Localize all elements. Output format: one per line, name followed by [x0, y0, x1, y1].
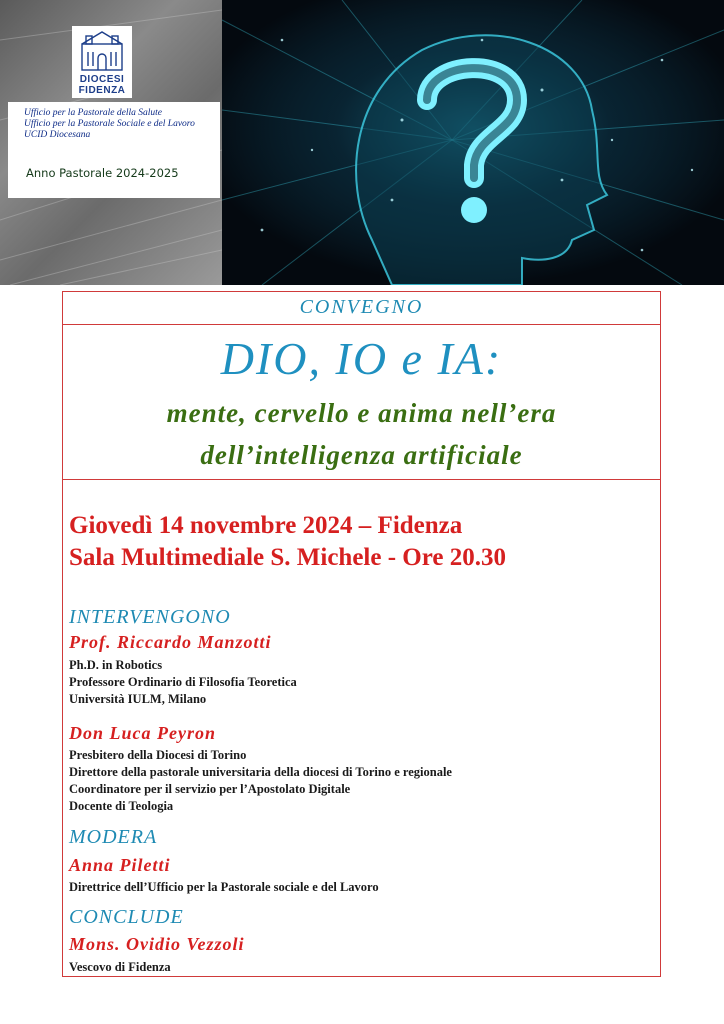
office-line-1: Ufficio per la Pastorale della Salute — [24, 108, 162, 118]
moderator-name: Anna Piletti — [69, 855, 171, 875]
diocese-logo — [72, 26, 132, 98]
speaker-2-role-1: Presbitero della Diocesi di Torino — [69, 748, 247, 762]
program-frame — [62, 291, 661, 977]
divider-1 — [63, 324, 660, 325]
event-subtitle-line-1: mente, cervello e anima nell’era — [166, 398, 557, 428]
speaker-2-role-3: Coordinatore per il servizio per l’Apostolato Digitale — [69, 782, 351, 796]
divider-2 — [63, 479, 660, 480]
speaker-2-role-4: Docente di Teologia — [69, 799, 174, 813]
speaker-1-role-3: Università IULM, Milano — [69, 692, 207, 706]
header-left-panel — [0, 0, 222, 285]
event-date: Giovedì 14 novembre 2024 – Fidenza — [69, 512, 463, 539]
section-modera: MODERA — [69, 826, 158, 848]
header-banner — [0, 0, 724, 285]
question-mark-head-icon — [222, 0, 724, 285]
moderator-role-1: Direttrice dell’Ufficio per la Pastorale sociale e del Lavoro — [69, 880, 379, 894]
cathedral-icon — [72, 26, 132, 74]
logo-line-2: FIDENZA — [78, 85, 126, 96]
speaker-1-name: Prof. Riccardo Manzotti — [69, 632, 272, 652]
section-conclude: CONCLUDE — [69, 906, 184, 928]
closer-role-1: Vescovo di Fidenza — [69, 960, 171, 974]
speaker-2-name: Don Luca Peyron — [69, 723, 216, 743]
event-kind: CONVEGNO — [299, 296, 424, 318]
offices-box — [8, 102, 220, 198]
anno-pastorale: Anno Pastorale 2024-2025 — [26, 166, 179, 180]
speaker-2-role-2: Direttore della pastorale universitaria della diocesi di Torino e regionale — [69, 765, 452, 779]
section-intervengono: INTERVENGONO — [69, 606, 231, 628]
event-place: Sala Multimediale S. Michele - Ore 20.30 — [69, 544, 506, 571]
office-line-2: Ufficio per la Pastorale Sociale e del Lavoro — [24, 119, 195, 129]
event-title: DIO, IO e IA: — [220, 333, 503, 384]
event-subtitle-line-2: dell’intelligenza artificiale — [200, 440, 523, 470]
speaker-1-role-2: Professore Ordinario di Filosofia Teoretica — [69, 675, 297, 689]
logo-line-1: DIOCESI — [79, 74, 125, 85]
office-line-3: UCID Diocesana — [24, 130, 91, 140]
speaker-1-role-1: Ph.D. in Robotics — [69, 658, 163, 672]
closer-name: Mons. Ovidio Vezzoli — [69, 934, 245, 954]
